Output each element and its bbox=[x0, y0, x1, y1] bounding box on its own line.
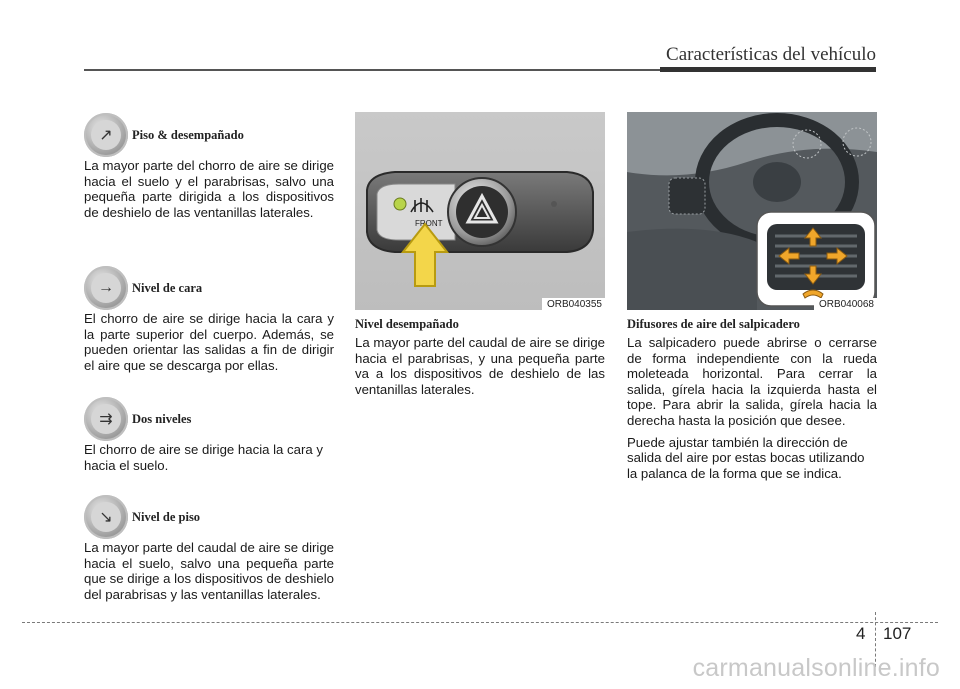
mode-floor-defrost bbox=[84, 112, 334, 220]
defrost-subtitle: Nivel desempañado bbox=[355, 317, 459, 331]
floor-defrost-icon: ↗ bbox=[84, 113, 128, 157]
vents-subtitle: Difusores de aire del salpicadero bbox=[627, 317, 800, 331]
vents-description: La salpicadero puede abrirse o cerrarse de forma independiente con la rueda moleteada horizontal. Para cerrar la salida, gírela hacia la izquierda hasta el tope. Para abrir la salida, gírela hacia la derecha hasta la posición que desee. bbox=[627, 335, 877, 428]
mode-description: La mayor parte del caudal de aire se dirige hacia el suelo, salvo una pequeña parte que se dirige a los dispositivos de deshielo del parabrisas y las ventanillas laterales. bbox=[84, 540, 334, 602]
header-rule-accent bbox=[660, 67, 876, 72]
mode-floor-level bbox=[84, 494, 334, 602]
mode-description: El chorro de aire se dirige hacia la cara y la parte superior del cuerpo. Además, se pueden orientar las salidas a fin de dirigir el aire que se descarga por ellas. bbox=[84, 311, 334, 373]
face-level-icon: → bbox=[84, 266, 128, 310]
chapter-number: 4 bbox=[856, 624, 866, 643]
front-label: FRONT bbox=[415, 219, 443, 228]
floor-level-icon: ↘ bbox=[84, 495, 128, 539]
mode-title: Dos niveles bbox=[132, 411, 192, 426]
dashboard-vents-photo bbox=[627, 112, 877, 310]
figure-code: ORB040068 bbox=[814, 298, 877, 310]
section-title: Características del vehículo bbox=[666, 44, 876, 65]
mode-title: Piso & desempañado bbox=[132, 127, 244, 142]
dashboard-drawing bbox=[627, 112, 877, 310]
bi-level-icon: ⇉ bbox=[84, 397, 128, 441]
footer-rule bbox=[22, 622, 938, 623]
mode-bi-level bbox=[84, 396, 334, 473]
defrost-button-illustration bbox=[355, 112, 605, 310]
hazard-panel-drawing bbox=[355, 112, 605, 310]
watermark: carmanualsonline.info bbox=[692, 654, 940, 682]
column-defrost bbox=[355, 112, 605, 397]
column-vents bbox=[627, 112, 877, 481]
mode-title: Nivel de piso bbox=[132, 509, 201, 524]
defrost-description: La mayor parte del caudal de aire se dirige hacia el parabrisas, y una pequeña parte va a los dispositivos de deshielo de las ventanillas laterales. bbox=[355, 335, 605, 397]
mode-description: La mayor parte del chorro de aire se dirige hacia el suelo y el parabrisas, salvo una pequeña parte dirigida a los dispositivos de deshielo de las ventanillas laterales. bbox=[84, 158, 334, 220]
mode-description: El chorro de aire se dirige hacia la cara y hacia el suelo. bbox=[84, 442, 323, 473]
figure-code: ORB040355 bbox=[542, 298, 605, 310]
page-number: 107 bbox=[883, 624, 912, 643]
mode-face-level bbox=[84, 265, 334, 373]
vents-direction-description: Puede ajustar también la dirección de salida del aire por estas bocas utilizando la palanca de la forma que se indica. bbox=[627, 434, 865, 481]
mode-title: Nivel de cara bbox=[132, 280, 203, 295]
